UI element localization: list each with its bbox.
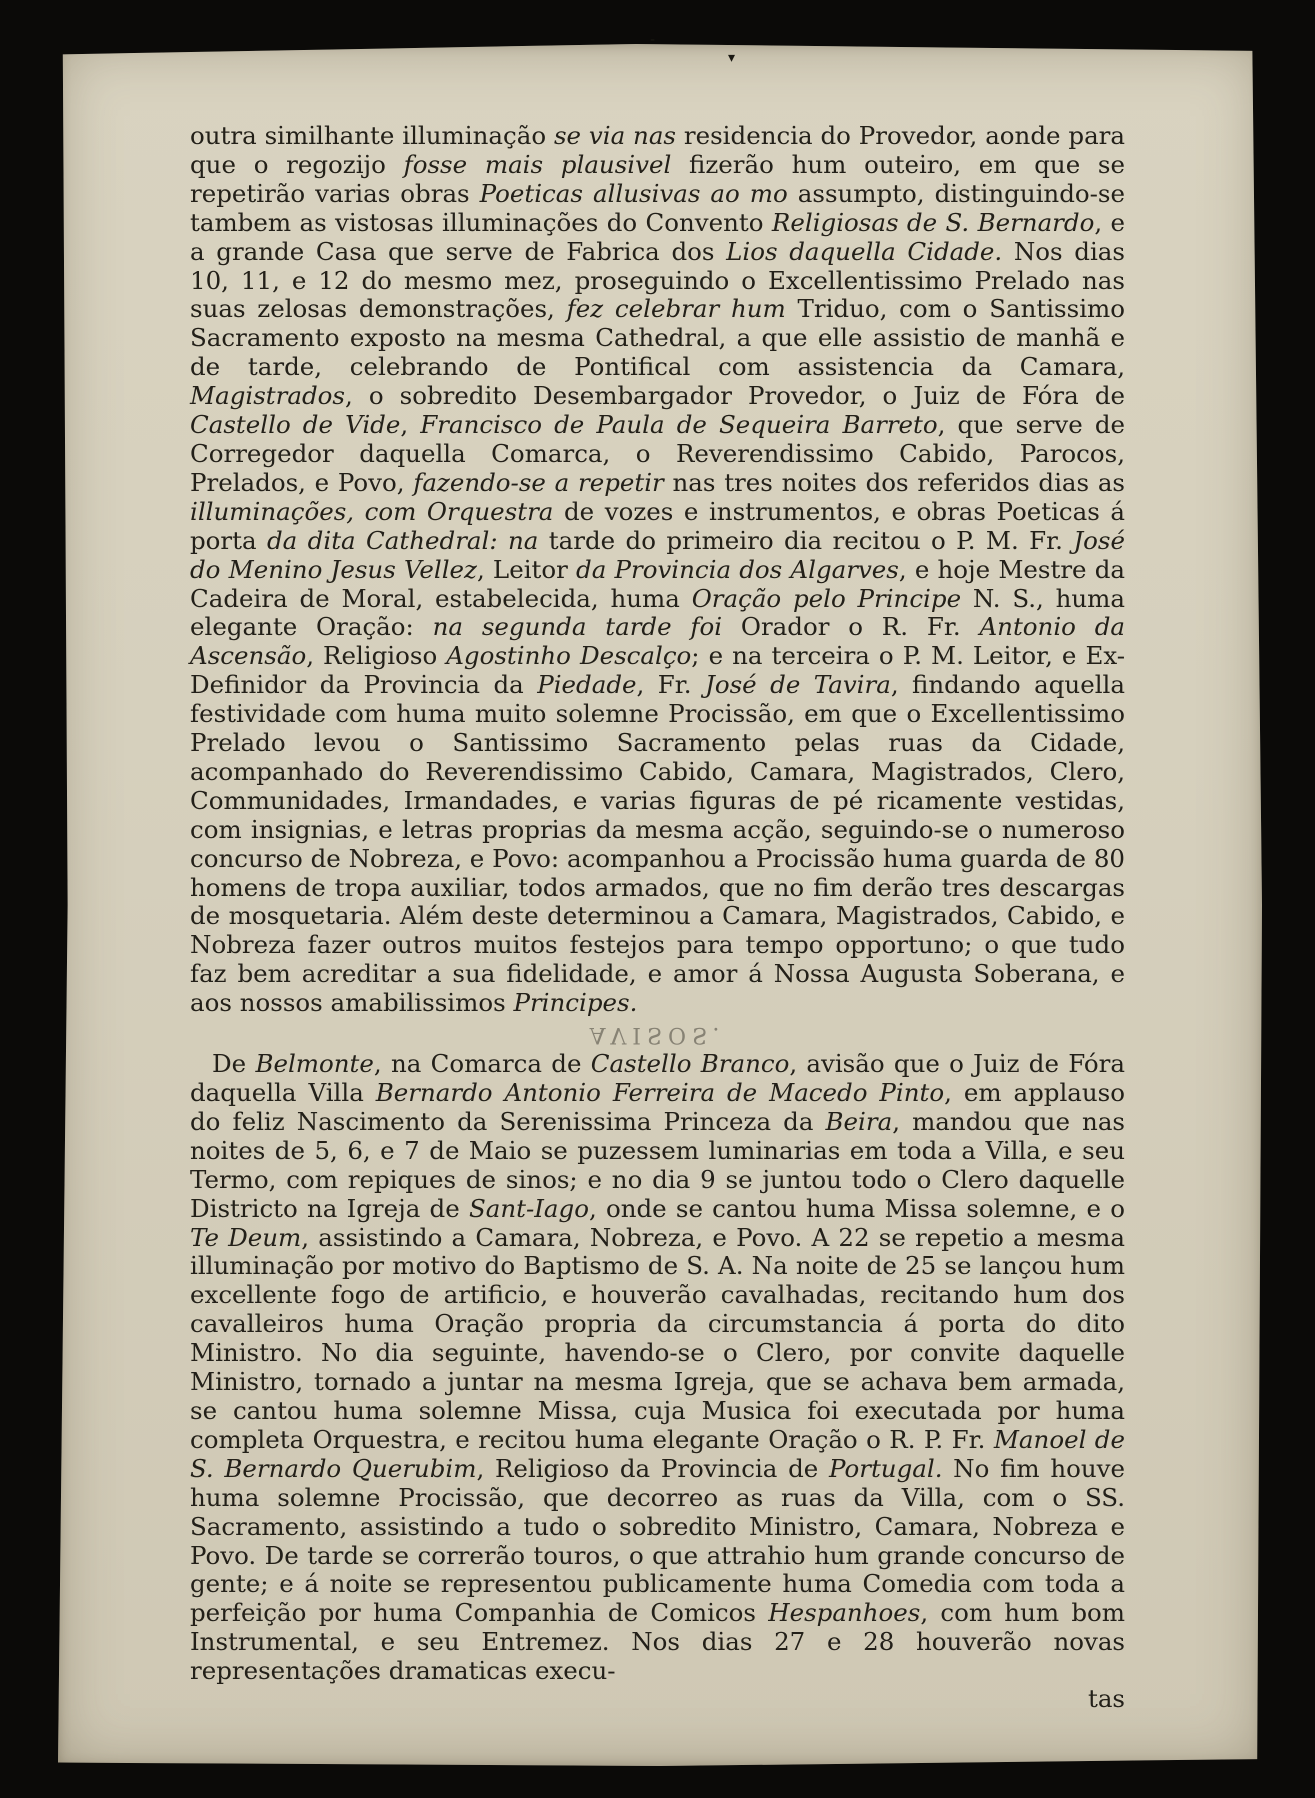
edge-mark: ▾ xyxy=(728,50,736,66)
italic-text-run: Principes. xyxy=(513,988,638,1018)
text-run: , mandou que nas noites de 5, 6, e 7 de Maio se puzessem luminarias em toda a Villa, e seu Termo, com repiques de sinos; e no dia 9 se juntou todo o Clero daquelle Districto na Igreja de xyxy=(190,1106,1126,1223)
text-run: , Religioso xyxy=(306,641,447,671)
text-run: assumpto, distinguindo-se tambem as vistosas illuminações do Convento xyxy=(190,178,1125,237)
italic-text-run: Lios daquella Cidade. xyxy=(726,236,1003,266)
text-run: Nos dias 10, 11, e 12 do mesmo mez, proseguindo o Excellentissimo Prelado nas suas zelosas demonstrações, xyxy=(190,236,1125,324)
text-run: ; e na terceira o P. M. Leitor, e Ex-Definidor da Provincia da xyxy=(190,641,1125,700)
show-through-heading: AVISOS. xyxy=(589,1022,726,1048)
text-run: , onde se cantou huma Missa solemne, e o xyxy=(588,1193,1125,1223)
italic-text-run: Manoel de S. Bernardo Querubim xyxy=(190,1424,1125,1483)
text-run: , assistindo a Camara, Nobreza, e Povo. A 22 se repetio a mesma illuminação por motivo do Baptismo de S. A. Na noite de 25 se lançou hum excellente fogo de artificio, e houverão cavalhadas, recitando hum dos cavalleiros huma Oração propria da circumstancia á porta do dito Ministro. No dia seguinte, havendo-se o Clero, por convite daquelle Ministro, tornado a juntar na mesma Igreja, que se achava bem armada, se cantou huma solemne Missa, cuja Musica foi executada por huma completa Orquestra, e recitou huma elegante Oração o R. P. Fr. xyxy=(190,1222,1125,1454)
text-run: No fim houve huma solemne Procissão, que decorreo as ruas da Villa, com o SS. Sacramento, assistindo a tudo o sobredito Ministro, Camara, Nobreza e Povo. De tarde se correrão touros, o que attrahio hum grande concurso de gente; e á noite se representou publicamente huma Comedia com toda a perfeição por huma Companhia de Comicos xyxy=(190,1453,1125,1628)
italic-text-run: fosse mais plausivel xyxy=(403,149,672,179)
italic-text-run: Belmonte xyxy=(255,1049,374,1079)
text-run: Orador o R. Fr. xyxy=(722,612,980,642)
text-run: , xyxy=(400,410,421,440)
document-body xyxy=(190,122,1125,1712)
italic-text-run: Religiosas de S. Bernardo xyxy=(771,207,1095,237)
italic-text-run: Oração pelo Principe xyxy=(691,583,962,613)
catchword: tas xyxy=(1087,1684,1125,1714)
text-run: , na Comarca de xyxy=(373,1049,591,1079)
italic-text-run: se via nas xyxy=(553,121,677,150)
text-run: de vozes e instrumentos, e obras Poeticas á porta xyxy=(190,496,1125,555)
italic-text-run: Poeticas allusivas ao mo xyxy=(479,178,788,208)
italic-text-run: Te Deum xyxy=(190,1222,302,1252)
text-run: , que serve de Corregedor daquella Comarca, o Reverendissimo Cabido, Parocos, Prelados, e Povo, xyxy=(190,410,1126,497)
italic-text-run: Hespanhoes xyxy=(768,1598,921,1628)
text-run: residencia do Provedor, aonde para que o regozijo xyxy=(190,121,1126,179)
edge-mark: ‑ xyxy=(650,32,656,48)
text-run: , e hoje Mestre da Cadeira de Moral, estabelecida, huma xyxy=(190,554,1125,613)
paragraph-belmonte-notice xyxy=(190,1050,1125,1686)
text-run: , Fr. xyxy=(636,670,706,700)
text-run: , findando aquella festividade com huma muito solemne Procissão, em que o Excellentissimo Prelado levou o Santissimo Sacramento pelas ruas da Cidade, acompanhado do Reverendissimo Cabido, Camara, Magistrados, Clero, Communidades, Irmandades, e varias figuras de pé ricamente vestidas, com insignias, e letras proprias da mesma acção, seguindo-se o numeroso concurso de Nobreza, e Povo: acompanhou a Procissão huma guarda de 80 homens de tropa auxiliar, todos armados, que no fim derão tres descargas de mosquetaria. Além deste determinou a Camara, Magistrados, Cabido, e Nobreza fazer outros muitos festejos para tempo opportuno; o que tudo faz bem acreditar a sua fidelidade, e amor á Nossa Augusta Soberana, e aos nossos amabilissimos xyxy=(190,670,1125,1018)
italic-text-run: Beira xyxy=(825,1106,893,1136)
italic-text-run: da Provincia dos Algarves xyxy=(576,554,899,584)
text-run: tarde do primeiro dia recitou o P. M. Fr. xyxy=(538,525,1074,555)
text-run: nas tres noites dos referidos dias as xyxy=(663,467,1126,497)
italic-text-run: na segunda tarde foi xyxy=(432,612,723,642)
italic-text-run: José do Menino Jesus Vellez xyxy=(190,525,1125,584)
text-run: N. S., huma elegante Oração: xyxy=(190,583,1125,642)
italic-text-run: Sant-Iago xyxy=(468,1193,589,1223)
italic-text-run: José de Tavira xyxy=(705,670,891,700)
italic-text-run: Piedade xyxy=(537,670,637,700)
paragraph-festivities xyxy=(190,122,1125,1018)
italic-text-run: Bernardo Antonio Ferreira de Macedo Pinto xyxy=(375,1078,945,1107)
italic-text-run: da dita Cathedral: na xyxy=(267,525,539,555)
italic-text-run: Magistrados xyxy=(190,381,345,411)
text-run: , o sobredito Desembargador Provedor, o Juiz de Fóra de xyxy=(344,381,1125,411)
text-run: , e a grande Casa que serve de Fabrica dos xyxy=(190,207,1125,266)
text-run: , Religioso da Provincia de xyxy=(476,1453,829,1483)
text-run: Triduo, com o Santissimo Sacramento exposto na mesma Cathedral, a que elle assistio de manhã e de tarde, celebrando de Pontifical com assistencia da Camara, xyxy=(190,294,1126,382)
text-run: , em applauso do feliz Nascimento da Serenissima Princeza da xyxy=(190,1078,1125,1136)
italic-text-run: Antonio da Ascensão xyxy=(190,612,1126,671)
italic-text-run: Castello Branco xyxy=(590,1049,790,1079)
italic-text-run: fez celebrar hum xyxy=(566,294,786,324)
italic-text-run: illuminações, com Orquestra xyxy=(190,496,554,526)
text-run: , Leitor xyxy=(476,554,577,584)
text-run: outra similhante illuminação xyxy=(190,121,554,150)
italic-text-run: Agostinho Descalço xyxy=(446,641,692,671)
italic-text-run: fazendo-se a repetir xyxy=(413,467,664,497)
text-run: , com hum bom Instrumental, e seu Entremez. Nos dias 27 e 28 houverão novas representações dramaticas execu- xyxy=(190,1598,1125,1686)
text-run: , avisão que o Juiz de Fóra daquella Villa xyxy=(190,1049,1125,1107)
italic-text-run: Castello de Vide xyxy=(190,410,401,440)
italic-text-run: Francisco de Paula de Sequeira Barreto xyxy=(420,410,938,440)
text-run: De xyxy=(212,1049,256,1079)
italic-text-run: Portugal. xyxy=(828,1453,943,1483)
text-run: fizerão hum outeiro, em que se repetirão varias obras xyxy=(190,149,1125,208)
